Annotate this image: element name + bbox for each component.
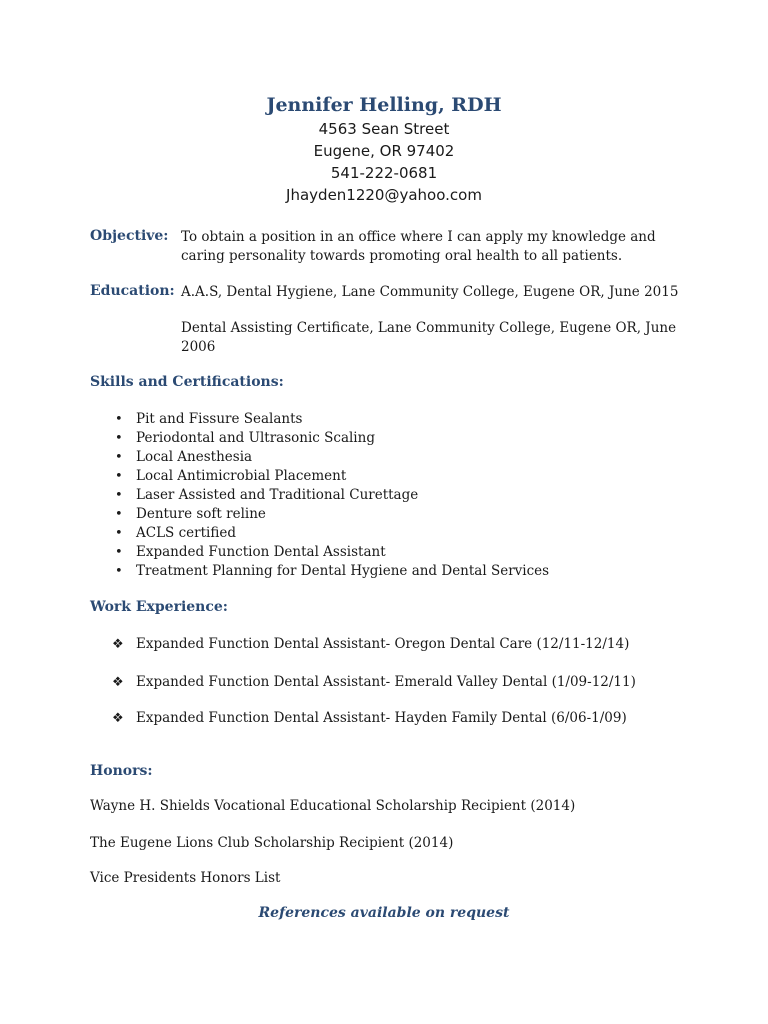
list-item: • Laser Assisted and Traditional Curettage <box>115 487 419 503</box>
street-address: 4563 Sean Street <box>318 120 450 138</box>
list-item: ❖ Expanded Function Dental Assistant- Emerald Valley Dental (1/09-12/11) <box>112 674 636 690</box>
diamond-bullet-icon: ❖ <box>112 675 124 690</box>
skills-list <box>90 410 650 581</box>
honor-item: Wayne H. Shields Vocational Educational Scholarship Recipient (2014) <box>90 798 576 814</box>
honors-title: Honors: <box>90 763 153 779</box>
bullet-icon: • <box>115 526 123 541</box>
honor-item: The Eugene Lions Club Scholarship Recipient (2014) <box>90 835 454 851</box>
objective-text: To obtain a position in an office where I can apply my knowledge and caring personality towards promoting oral health to all patients. <box>181 229 656 264</box>
bullet-icon: • <box>115 412 123 427</box>
education-label: Education: <box>90 283 175 299</box>
bullet-icon: • <box>115 450 123 465</box>
bullet-icon: • <box>115 545 123 560</box>
work-title: Work Experience: <box>90 599 228 615</box>
education-item: Dental Assisting Certificate, Lane Community College, Eugene OR, June 2006 <box>181 320 677 355</box>
diamond-bullet-icon: ❖ <box>112 637 124 652</box>
objective-label: Objective: <box>90 228 169 244</box>
diamond-bullet-icon: ❖ <box>112 711 124 726</box>
city-state-zip: Eugene, OR 97402 <box>313 142 455 160</box>
resume-header <box>0 92 768 206</box>
list-item: • Expanded Function Dental Assistant <box>115 544 386 560</box>
email-address: Jhayden1220@yahoo.com <box>286 186 482 204</box>
honor-item: Vice Presidents Honors List <box>90 870 281 886</box>
bullet-icon: • <box>115 488 123 503</box>
list-item: • Local Anesthesia <box>115 449 253 465</box>
candidate-name: Jennifer Helling, RDH <box>266 94 502 116</box>
education-item: A.A.S, Dental Hygiene, Lane Community College, Eugene OR, June 2015 <box>181 284 679 300</box>
phone-number: 541-222-0681 <box>330 164 438 182</box>
bullet-icon: • <box>115 469 123 484</box>
bullet-icon: • <box>115 507 123 522</box>
list-item: • Pit and Fissure Sealants <box>115 411 303 427</box>
bullet-icon: • <box>115 431 123 446</box>
list-item: • Treatment Planning for Dental Hygiene and Dental Services <box>115 563 550 579</box>
skills-title: Skills and Certifications: <box>90 374 284 390</box>
list-item: • Local Antimicrobial Placement <box>115 468 347 484</box>
list-item: • ACLS certified <box>115 525 236 541</box>
list-item: ❖ Expanded Function Dental Assistant- Oregon Dental Care (12/11-12/14) <box>112 636 630 652</box>
list-item: • Denture soft reline <box>115 506 266 522</box>
references-note: References available on request <box>258 905 510 921</box>
bullet-icon: • <box>115 564 123 579</box>
list-item: ❖ Expanded Function Dental Assistant- Hayden Family Dental (6/06-1/09) <box>112 710 627 726</box>
list-item: • Periodontal and Ultrasonic Scaling <box>115 430 375 446</box>
